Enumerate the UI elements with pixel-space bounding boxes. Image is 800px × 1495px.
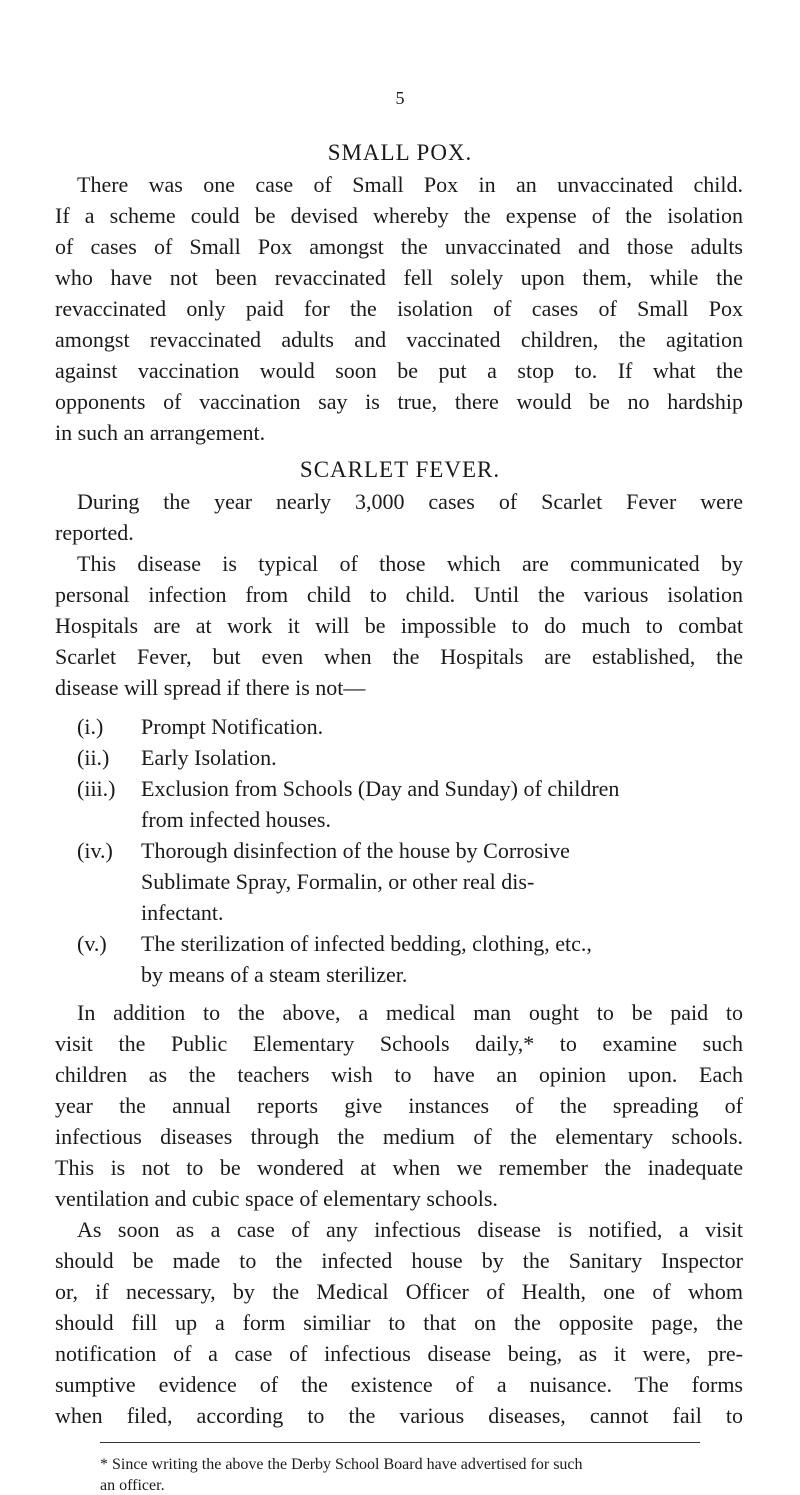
paragraph-line: amongst revaccinated adults and vaccinated children, the agitation [55, 327, 743, 352]
list-item [77, 933, 592, 955]
list-item [77, 778, 743, 800]
paragraph-line: Scarlet Fever, but even when the Hospitals are established, the [55, 644, 743, 669]
footnote-line: * Since writing the above the Derby School Board have advertised for such [100, 1456, 583, 1473]
list-item [77, 840, 570, 862]
list-item-number: (ii.) [77, 745, 110, 770]
paragraph-line: should be made to the infected house by the Sanitary Inspector [55, 1248, 743, 1273]
list-item-text: Prompt Notification. [141, 714, 324, 739]
paragraph-line: This disease is typical of those which are communicated by [77, 551, 743, 576]
paragraph-line: During the year nearly 3,000 cases of Scarlet Fever were [77, 489, 743, 514]
paragraph-line: personal infection from child to child. Until the various isolation [55, 582, 743, 607]
paragraph-line: children as the teachers wish to have an opinion upon. Each [55, 1062, 743, 1087]
paragraph-line: visit the Public Elementary Schools daily,* to examine such [55, 1031, 743, 1056]
list-item-text: Exclusion from Schools (Day and Sunday) of children [141, 776, 620, 801]
list-item-number: (iv.) [77, 838, 113, 863]
paragraph-line: year the annual reports give instances of the spreading of [55, 1093, 743, 1118]
footnote-line: an officer. [100, 1477, 165, 1494]
paragraph-line: sumptive evidence of the existence of a nuisance. The forms [55, 1372, 743, 1397]
list-item-text: Thorough disinfection of the house by Corrosive [141, 838, 570, 863]
section-heading-scarlet-fever: SCARLET FEVER. [299, 457, 501, 482]
section-heading-small-pox: SMALL POX. [327, 140, 473, 165]
paragraph-line: infectious diseases through the medium of the elementary schools. [55, 1124, 743, 1149]
paragraph-line: This is not to be wondered at when we remember the inadequate [55, 1155, 743, 1180]
paragraph-line: who have not been revaccinated fell solely upon them, while the [55, 265, 743, 290]
list-item-continuation: infectant. [141, 900, 224, 925]
list-item-number: (iii.) [77, 776, 116, 801]
paragraph-line: of cases of Small Pox amongst the unvaccinated and those adults [55, 234, 743, 259]
list-item-number: (i.) [77, 714, 104, 739]
list-item-text: The sterilization of infected bedding, clothing, etc., [141, 931, 592, 956]
list-item-text: Early Isolation. [141, 745, 277, 770]
footnote-divider [100, 1442, 700, 1443]
list-item [77, 716, 323, 738]
paragraph-line: In addition to the above, a medical man ought to be paid to [77, 1000, 743, 1025]
list-item [77, 747, 277, 769]
list-item-continuation: Sublimate Spray, Formalin, or other real dis- [141, 869, 535, 894]
paragraph-line: against vaccination would soon be put a stop to. If what the [55, 358, 743, 383]
paragraph-line: or, if necessary, by the Medical Officer of Health, one of whom [55, 1279, 743, 1304]
paragraph-line: ventilation and cubic space of elementary schools. [55, 1186, 498, 1211]
list-item-number: (v.) [77, 931, 107, 956]
page-number: 5 [395, 88, 405, 108]
paragraph-line: revaccinated only paid for the isolation of cases of Small Pox [55, 296, 743, 321]
list-item-continuation: from infected houses. [141, 807, 331, 832]
paragraph-line: As soon as a case of any infectious disease is notified, a visit [77, 1217, 743, 1242]
paragraph-line: Hospitals are at work it will be impossible to do much to combat [55, 613, 743, 638]
paragraph-line: disease will spread if there is not— [55, 675, 366, 700]
list-item-continuation: by means of a steam sterilizer. [141, 962, 408, 987]
paragraph-line: when filed, according to the various diseases, cannot fail to [55, 1403, 743, 1428]
paragraph-line: If a scheme could be devised whereby the expense of the isolation [55, 203, 743, 228]
paragraph-line: opponents of vaccination say is true, there would be no hardship [55, 389, 743, 414]
paragraph-line: There was one case of Small Pox in an unvaccinated child. [77, 172, 743, 197]
paragraph-line: notification of a case of infectious disease being, as it were, pre- [55, 1341, 743, 1366]
paragraph-line: should fill up a form similiar to that on the opposite page, the [55, 1310, 743, 1335]
paragraph-line: in such an arrangement. [55, 420, 266, 445]
paragraph-line: reported. [55, 520, 134, 545]
